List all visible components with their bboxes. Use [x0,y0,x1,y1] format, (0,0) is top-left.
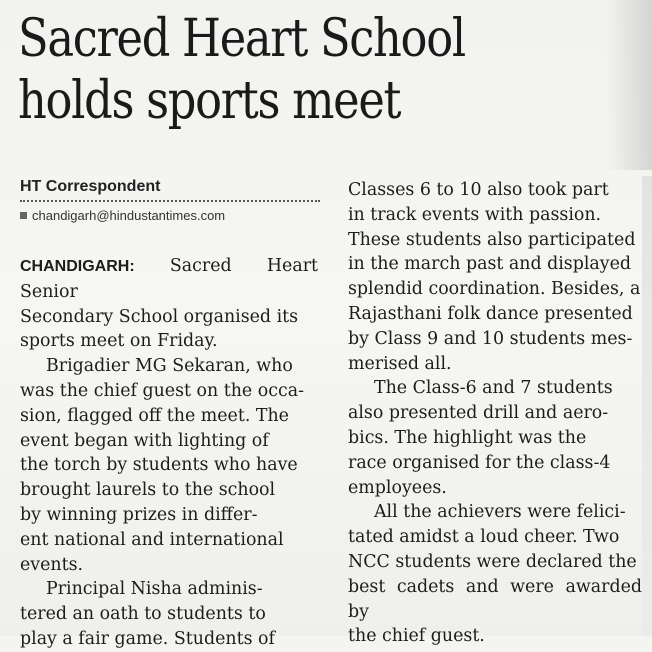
article-line: by winning prizes in differ- [20,504,258,525]
article-line: event began with lighting of [20,430,269,451]
article-line: These students also participated [348,229,636,250]
headline-line-1: Sacred Heart School [18,9,465,69]
article-line: tated amidst a loud cheer. Two [348,527,620,548]
bullet-square-icon [20,212,27,219]
article-line: The Class-6 and 7 students [374,378,613,399]
article-line: events. [20,554,84,575]
article-line: splendid coordination. Besides, a [348,279,641,300]
author-email [20,208,320,223]
article-line: was the chief guest on the occa- [20,380,304,401]
article-line: the torch by students who have [20,455,298,476]
article-line: employees. [348,477,447,498]
article-line: play a fair game. Students of [20,628,275,649]
article-line: in track events with passion. [348,204,602,225]
byline [20,178,320,223]
article-line: tered an oath to students to [20,604,266,625]
article-line: sports meet on Friday. [20,331,218,352]
article-line: Brigadier MG Sekaran, who [46,356,293,377]
article-line: brought laurels to the school [20,480,276,501]
article-line: Rajasthani folk dance presented [348,303,633,324]
adjacent-column-edge [606,0,652,170]
article-line: Principal Nisha adminis- [46,579,263,600]
article-column-left [20,254,318,652]
article-line: ent national and international [20,529,284,550]
page-edge-shadow [642,176,652,636]
article-line: the chief guest. [348,626,485,647]
article-line: sion, flagged off the meet. The [20,405,289,426]
dateline: CHANDIGARH: [20,258,135,275]
headline-line-2: holds sports meet [18,71,401,131]
article-line: NCC students were declared the [348,551,637,572]
author-email-text: chandigarh@hindustantimes.com [32,208,226,223]
article-line: race organised for the class-4 [348,452,611,473]
headline [18,8,534,132]
article-line-text: Sacred Heart Senior [20,256,319,302]
article-column-right [348,178,642,649]
article-line: Classes 6 to 10 also took part [348,180,609,200]
article-line [20,254,318,305]
article-line: in the march past and displayed [348,254,632,275]
author-name: HT Correspondent [20,178,320,202]
article-line: All the achievers were felici- [374,502,626,523]
article-line: bics. The highlight was the [348,427,587,448]
article-line: Secondary School organised its [20,306,299,327]
article-line: merised all. [348,353,452,374]
article-line: by Class 9 and 10 students mes- [348,328,633,349]
article-line: best cadets and were awarded by [348,576,642,622]
article-line: also presented drill and aero- [348,403,609,424]
